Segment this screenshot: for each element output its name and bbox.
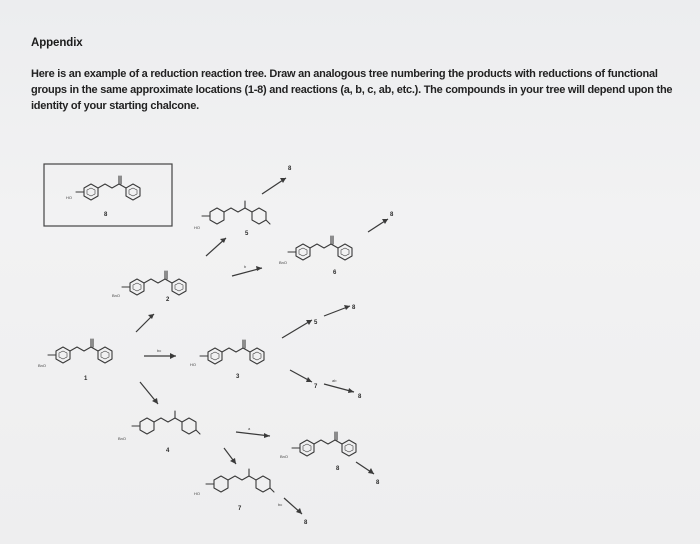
compound-7-number: 7 <box>238 506 242 512</box>
starting-chalcone-structure <box>76 176 140 200</box>
compound-7-structure <box>206 469 274 492</box>
appendix-heading: Appendix <box>31 37 83 49</box>
compound-6-substituent: BnO <box>279 260 288 265</box>
arrow-3-to-5 <box>282 320 312 338</box>
arrow-1-to-4 <box>140 382 158 404</box>
compound-2-substituent: BnO <box>112 293 121 298</box>
arrow-4-to-7 <box>224 448 236 464</box>
side-label-5: 5 <box>314 320 318 326</box>
compound-2-structure <box>122 271 186 295</box>
compound-3-structure <box>200 340 264 364</box>
starting-chalcone-box <box>44 164 172 226</box>
compound-5-number: 5 <box>245 231 249 237</box>
arrow-8-to-8 <box>356 462 374 474</box>
arrow-4-to-8 <box>236 432 270 438</box>
compound-1-substituent: BnO <box>38 363 47 368</box>
product-8-label-mid: 8 <box>352 305 356 311</box>
reagent-label-bc: bc <box>157 348 162 353</box>
starting-substituent-label: HO <box>66 195 72 200</box>
compound-4-number: 4 <box>166 448 170 454</box>
arrow-2-to-6 <box>232 266 262 276</box>
compound-5-structure <box>202 201 270 224</box>
compound-8-number: 8 <box>336 466 340 472</box>
reagent-label-a: a <box>248 426 251 431</box>
arrow-to-8-top <box>262 178 286 194</box>
compound-7-substituent: HO <box>194 491 200 496</box>
arrow-1-to-2 <box>136 314 154 332</box>
reagent-label-bc-bottom: bc <box>278 502 283 507</box>
compound-8-substituent: BnO <box>280 454 289 459</box>
reagent-label-b: b <box>244 264 247 269</box>
product-8-label-bottom: 8 <box>304 520 308 526</box>
compound-6-structure <box>288 236 352 260</box>
compound-1-number: 1 <box>84 376 88 382</box>
product-8-label-7: 8 <box>358 394 362 400</box>
compound-2-number: 2 <box>166 297 170 303</box>
compound-8-structure <box>292 432 356 456</box>
arrow-2-to-5 <box>206 238 226 256</box>
compound-1-structure <box>48 339 112 363</box>
product-8-label-top: 8 <box>288 166 292 172</box>
instructions-paragraph: Here is an example of a reduction reaction tree. Draw an analogous tree numbering the products with reductions of functional groups in the same approximate locations (1-8) and reactions (a, b, c, ab, etc.). The compounds in your tree will depend upon the identity of your starting chalcone. <box>31 68 673 112</box>
compound-5-substituent: HO <box>194 225 200 230</box>
arrow-7-to-8-bottom <box>284 498 302 514</box>
arrow-1-to-3 <box>144 353 176 359</box>
arrow-6-to-8 <box>368 219 388 232</box>
compound-4-substituent: BnO <box>118 436 127 441</box>
compound-3-number: 3 <box>236 374 240 380</box>
product-8-label-bottom-right: 8 <box>376 480 380 486</box>
reagent-label-ab: ab <box>332 378 337 383</box>
starting-compound-number: 8 <box>104 212 108 218</box>
side-label-7: 7 <box>314 384 318 390</box>
arrow-3-to-7 <box>290 370 312 382</box>
arrow-5-to-8 <box>324 305 350 316</box>
compound-6-number: 6 <box>333 270 337 276</box>
product-8-label-right: 8 <box>390 212 394 218</box>
compound-4-structure <box>132 411 200 434</box>
compound-3-substituent: HO <box>190 362 196 367</box>
arrow-7-to-8 <box>324 384 354 393</box>
